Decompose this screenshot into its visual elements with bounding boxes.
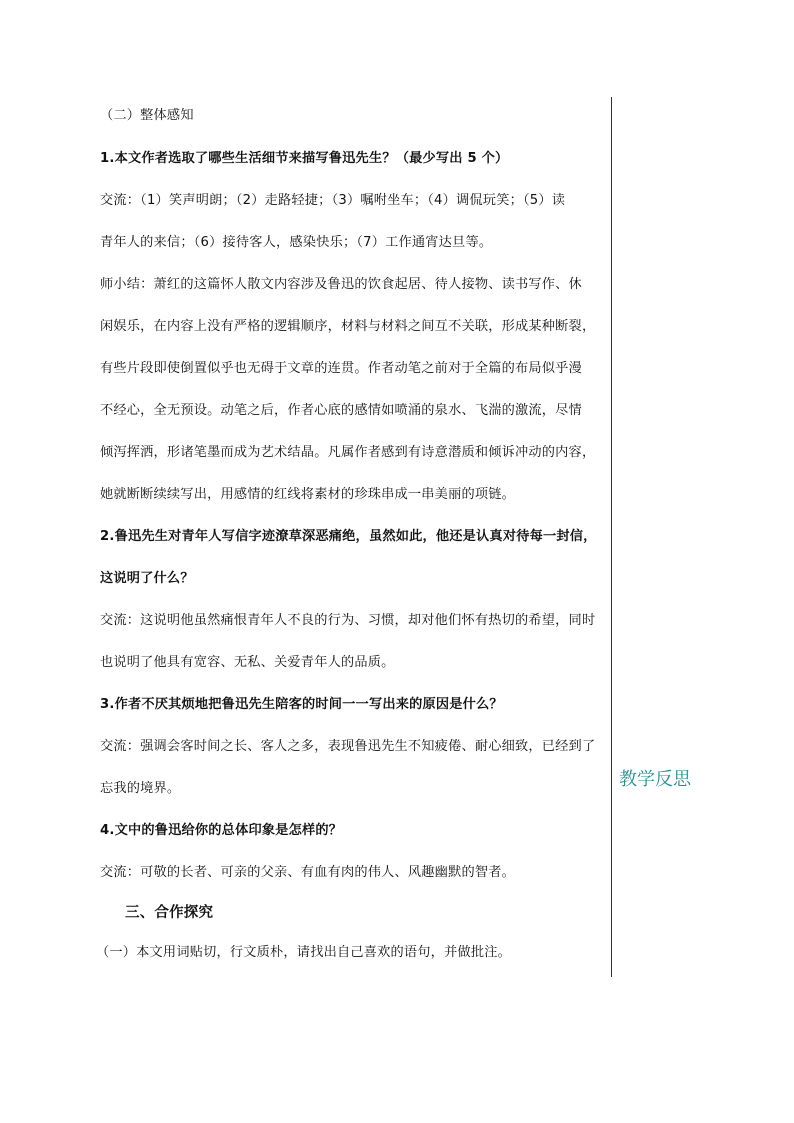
text-line: 有些片段即使倒置似乎也无碍于文章的连贯。作者动笔之前对于全篇的布局似乎漫 [100,361,582,376]
text-line: 师小结：萧红的这篇怀人散文内容涉及鲁迅的饮食起居、待人接物、读书写作、休 [100,277,582,292]
column-divider [611,97,612,977]
teaching-reflection-label: 教学反思 [619,769,691,790]
text-line: 青年人的来信；（6）接待客人，感染快乐；（7）工作通宵达旦等。 [100,235,493,250]
question-line: 4.文中的鲁迅给你的总体印象是怎样的？ [100,823,343,838]
question-line: 2.鲁迅先生对青年人写信字迹潦草深恶痛绝，虽然如此，他还是认真对待每一封信， [100,529,597,544]
text-line: 忘我的境界。 [100,781,181,796]
text-line: （二）整体感知 [100,108,194,123]
question-line: 这说明了什么？ [100,571,194,586]
text-line: 闲娱乐，在内容上没有严格的逻辑顺序，材料与材料之间互不关联，形成某种断裂， [100,319,596,334]
text-line: （一）本文用词贴切，行文质朴，请找出自己喜欢的语句，并做批注。 [96,945,512,960]
text-line: 交流：可敬的长者、可亲的父亲、有血有肉的伟人、风趣幽默的智者。 [100,865,516,880]
question-line: 1.本文作者选取了哪些生活细节来描写鲁迅先生？（最少写出 5 个） [100,151,509,166]
text-line: 交流：（1）笑声明朗；（2）走路轻捷；（3）嘱咐坐车；（4）调侃玩笑；（5）读 [100,193,566,208]
question-line: 3.作者不厌其烦地把鲁迅先生陪客的时间一一写出来的原因是什么？ [100,697,503,712]
section-heading: 三、合作探究 [125,905,214,921]
text-line: 倾泻挥洒，形诸笔墨而成为艺术结晶。凡属作者感到有诗意潜质和倾诉冲动的内容， [100,445,596,460]
text-line: 也说明了他具有宽容、无私、关爱青年人的品质。 [100,655,395,670]
text-line: 她就断断续续写出，用感情的红线将素材的珍珠串成一串美丽的项链。 [100,487,516,502]
text-line: 不经心，全无预设。动笔之后，作者心底的感情如喷涌的泉水、飞湍的激流，尽情 [100,403,582,418]
text-line: 交流：这说明他虽然痛恨青年人不良的行为、习惯，却对他们怀有热切的希望，同时 [100,613,596,628]
text-line: 交流：强调会客时间之长、客人之多，表现鲁迅先生不知疲倦、耐心细致，已经到了 [100,739,596,754]
